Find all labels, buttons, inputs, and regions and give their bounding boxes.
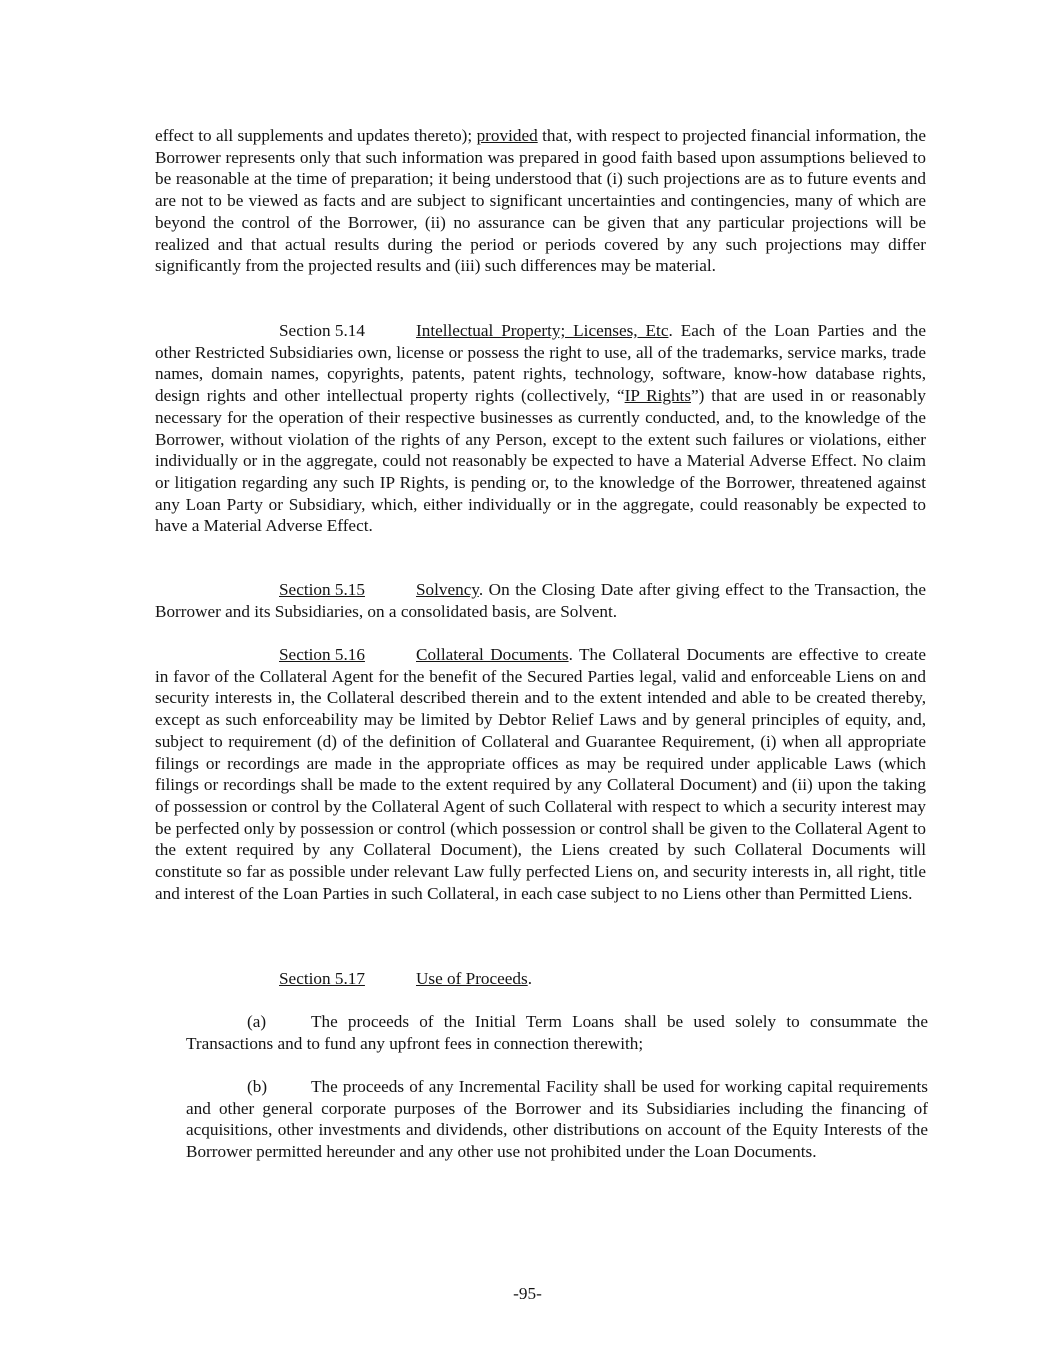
section-5-17 (155, 968, 926, 990)
section-text: . On the Closing Date after giving effect to the Transaction, the Borrower and its Subsidiaries, on a consolidated basis, are Solvent. (155, 580, 926, 621)
section-text: ”) that are used in or reasonably necessary for the operation of their respective businesses as currently conducted, and, to the knowledge of the Borrower, without violation of the rights of any Person, except to the extent such failures or violations, either individually or in the aggregate, could not reasonably be expected to have a Material Adverse Effect. No claim or litigation regarding any such IP Rights, is pending or, to the knowledge of the Borrower, threatened against any Loan Party or Subsidiary, which, either individually or in the aggregate, could reasonably be expected to have a Material Adverse Effect. (155, 386, 927, 536)
section-5-14 (155, 320, 926, 537)
section-number: Section 5.15 (279, 580, 365, 599)
section-title: Intellectual Property; Licenses, Etc (416, 321, 669, 340)
section-number: Section 5.14 (279, 321, 365, 340)
section-text: . The Collateral Documents are effective to create in favor of the Collateral Agent for the benefit of the Secured Parties legal, valid and enforceable Liens on and security interests in, the Collateral described therein and to the extent intended and able to be created thereby, except as such enforceability may be limited by Debtor Relief Laws and by general principles of equity, and, subject to requirement (d) of the definition of Collateral and Guarantee Requirement, (i) when all appropriate filings or recordings are made in the appropriate offices as may be required under applicable Laws (which filings or recordings shall be made to the extent required by any Collateral Document) and (ii) upon the taking of possession or control by the Collateral Agent of such Collateral with respect to which a security interest may be perfected only by possession or control (which possession or control shall be given to the Collateral Agent to the extent required by any Collateral Document), the Liens created by such Collateral Documents will constitute so far as possible under relevant Law fully perfected Liens on, and security interests in, all right, title and interest of the Loan Parties in such Collateral, in each case subject to no Liens other than Permitted Liens. (155, 645, 926, 903)
subsection-text: The proceeds of any Incremental Facility shall be used for working capital requirements and other general corporate purposes of the Borrower and its Subsidiaries including the financing of acquisitions, other investments and dividends, other distributions on account of the Equity Interests of the Borrower permitted hereunder and any other use not prohibited under the Loan Documents. (186, 1077, 928, 1162)
section-5-16 (155, 644, 926, 904)
paragraph-projections (155, 125, 926, 277)
paragraph-text: effect to all supplements and updates thereto); (155, 126, 477, 145)
section-number: Section 5.17 (279, 969, 365, 988)
section-title: Collateral Documents (416, 645, 569, 664)
defined-term: IP Rights (624, 386, 692, 406)
subsection-text: The proceeds of the Initial Term Loans shall be used solely to consummate the Transactions and to fund any upfront fees in connection therewith; (186, 1012, 928, 1053)
subsection-label: (a) (247, 1012, 267, 1031)
subsection-b (186, 1076, 928, 1163)
section-number: Section 5.16 (279, 645, 365, 664)
provided-term: provided (476, 126, 538, 145)
section-title: Use of Proceeds (416, 969, 528, 988)
section-text: . Each of the Loan Parties and the other Restricted Subsidiaries own, license or possess the right to use, all of the trademarks, service marks, trade names, domain names, copyrights, patents, patent rights, technology, software, know-how database rights, design rights and other intellectual property rights (collectively, “ (155, 321, 926, 406)
section-5-15 (155, 579, 926, 622)
paragraph-text: that, with respect to projected financial information, the Borrower represents only that such information was prepared in good faith based upon assumptions believed to be reasonable at the time of preparation; it being understood that (i) such projections are as to future events and are not to be viewed as facts and are subject to significant uncertainties and contingencies, many of which are beyond the control of the Borrower, (ii) no assurance can be given that any particular projections will be realized and that actual results during the period or periods covered by any such projections may differ significantly from the projected results and (iii) such differences may be material. (155, 126, 927, 276)
section-text: . (527, 969, 532, 988)
subsection-a (186, 1011, 928, 1054)
subsection-label: (b) (247, 1077, 268, 1096)
page-number: -95- (513, 1284, 542, 1303)
section-title: Solvency (416, 580, 479, 599)
